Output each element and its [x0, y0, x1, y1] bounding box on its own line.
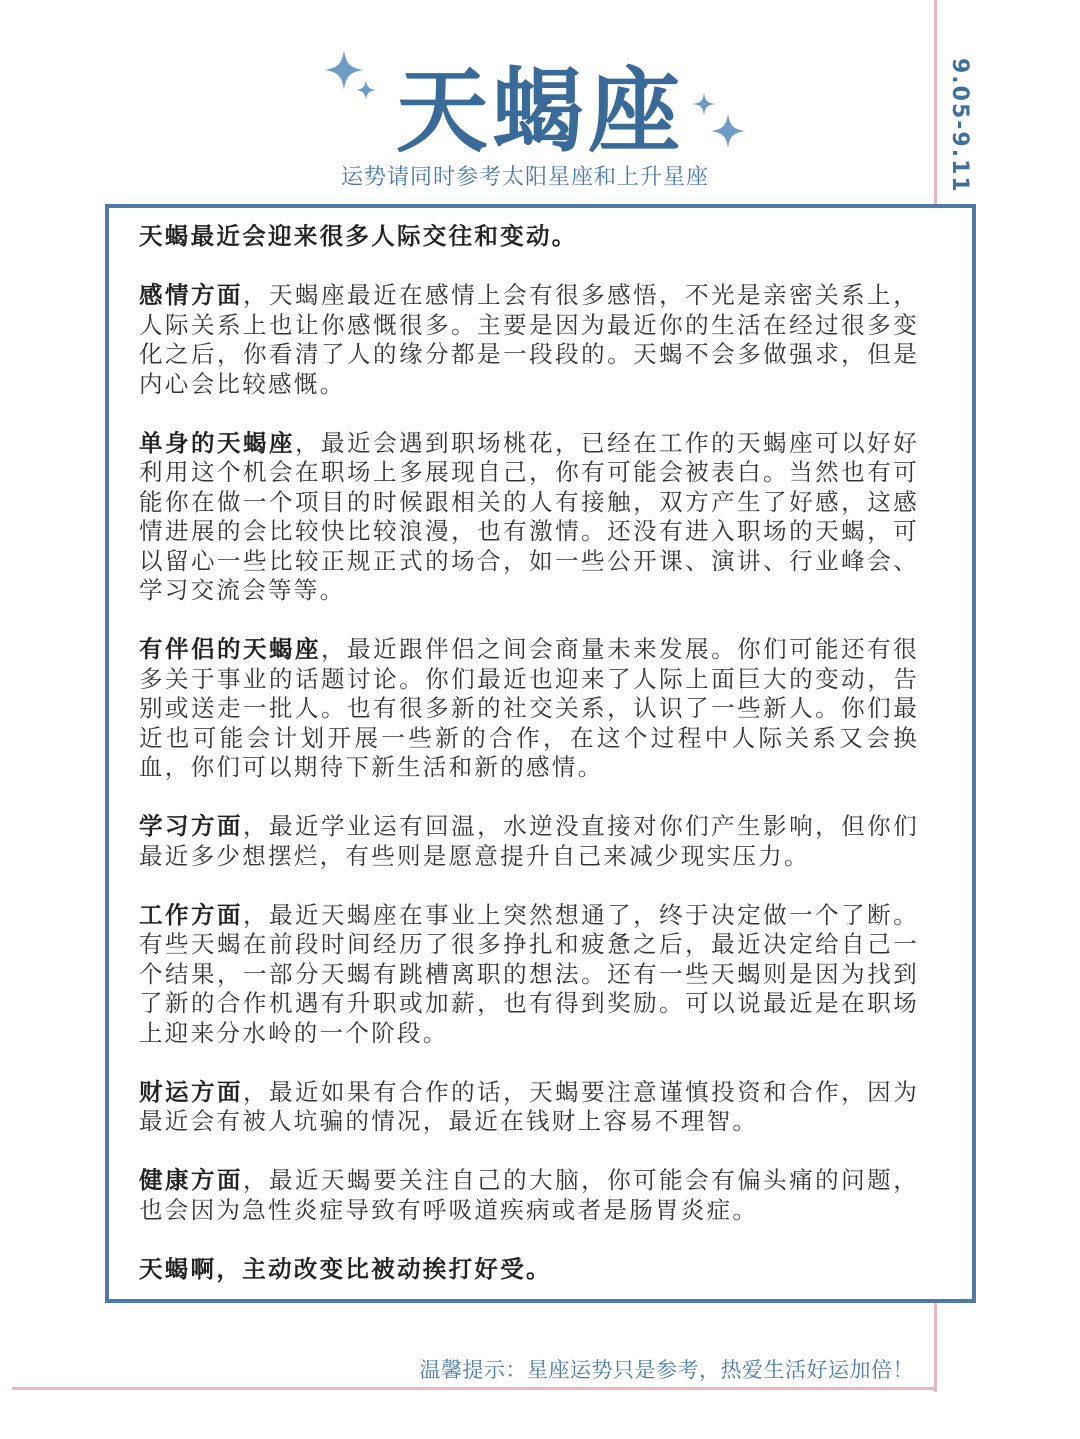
section-health [139, 1166, 919, 1225]
subtitle: 运势请同时参考太阳星座和上升星座 [340, 165, 709, 190]
section-single [139, 429, 919, 606]
section-heading: 有伴侣的天蝎座 [139, 635, 322, 663]
section-partnered [139, 635, 919, 783]
page-title: 天蝎座 [395, 58, 684, 165]
section-text: ，最近天蝎座在事业上突然想通了，终于决定做一个了断。有些天蝎在前段时间经历了很多挣扎和疲惫之后，最近决定给自己一个结果，一部分天蝎有跳槽离职的想法。还有一些天蝎则是因为找到了新的合作机遇有升职或加薪，也有得到奖励。可以说最近是在职场上迎来分水岭的一个阶段。 [139, 900, 919, 1047]
section-heading: 健康方面 [139, 1166, 244, 1194]
section-text: ，最近天蝎要关注自己的大脑，你可能会有偏头痛的问题，也会因为急性炎症导致有呼吸道疾病或者是肠胃炎症。 [139, 1166, 919, 1224]
closing-text: 天蝎啊，主动改变比被动挨打好受。 [139, 1254, 552, 1283]
section-text: ，天蝎座最近在感情上会有很多感悟，不光是亲密关系上，人际关系上也让你感慨很多。主要是因为最近你的生活在经过很多变化之后，你看清了人的缘分都是一段段的。天蝎不会多做强求，但是内心会比较感慨。 [139, 281, 919, 398]
section-text: ，最近会遇到职场桃花，已经在工作的天蝎座可以好好利用这个机会在职场上多展现自己，你有可能会被表白。当然也有可能你在做一个项目的时候跟相关的人有接触，双方产生了好感，这感情进展的会比较快比较浪漫，也有激情。还没有进入职场的天蝎，可以留心一些比较正规正式的场合，如一些公开课、演讲、行业峰会、学习交流会等等。 [139, 428, 919, 604]
section-heading: 工作方面 [139, 900, 244, 929]
section-heading: 单身的天蝎座 [139, 428, 296, 457]
date-range: 9.05-9.11 [947, 58, 972, 194]
section-text: ，最近学业运有回温，水逆没直接对你们产生影响，但你们最近多少想摆烂，有些则是愿意提升自己来减少现实压力。 [139, 812, 919, 870]
content-body [139, 222, 919, 1314]
section-heading: 感情方面 [139, 281, 244, 309]
pink-horizontal-line [12, 1387, 937, 1390]
section-heading: 学习方面 [139, 812, 244, 840]
section-study [139, 812, 919, 871]
section-text: ，最近跟伴侣之间会商量未来发展。你们可能还有很多关于事业的话题讨论。你们最近也迎来了人际上面巨大的变动，告别或送走一批人。也有很多新的社交关系，认识了一些新人。你们最近也可能会计划开展一些新的合作，在这个过程中人际关系又会换血，你们可以期待下新生活和新的感情。 [139, 635, 919, 781]
intro-text: 天蝎最近会迎来很多人际交往和变动。 [139, 222, 578, 250]
content-card [105, 204, 976, 1303]
section-heading: 财运方面 [139, 1077, 244, 1106]
footer-tip: 温馨提示：星座运势只是参考，热爱生活好运加倍！ [419, 1358, 914, 1382]
section-love [139, 281, 919, 399]
section-text: ，最近如果有合作的话，天蝎要注意谨慎投资和合作，因为最近会有被人坑骗的情况，最近在钱财上容易不理智。 [139, 1077, 919, 1135]
section-work [139, 901, 919, 1049]
section-wealth [139, 1078, 919, 1137]
